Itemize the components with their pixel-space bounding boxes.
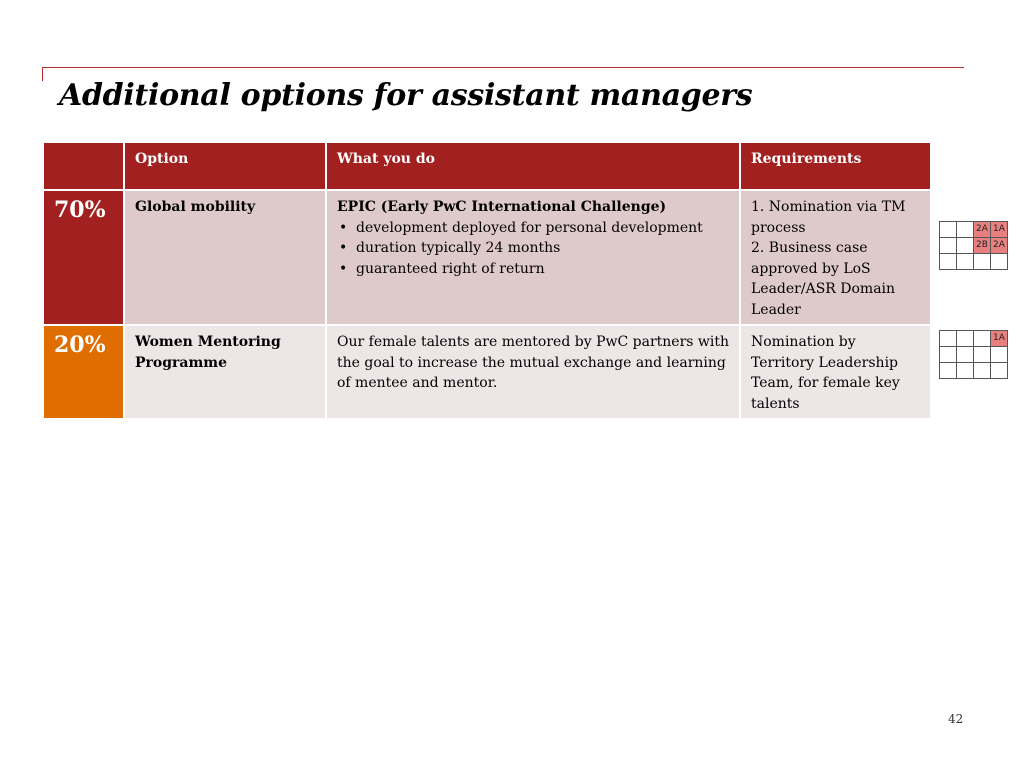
what-you-do-cell xyxy=(327,191,739,324)
requirement-line: 2. Business case approved by LoS Leader/ASR Domain Leader xyxy=(751,240,896,318)
grid-row xyxy=(940,331,1008,347)
bullet-list xyxy=(337,218,729,280)
grid-cell xyxy=(957,331,974,347)
grade-grid xyxy=(939,221,1008,270)
grid-cell xyxy=(957,347,974,363)
header-requirements: Requirements xyxy=(741,143,930,189)
grid-cell-highlight: 2A xyxy=(991,238,1008,254)
grid-cell xyxy=(957,222,974,238)
grid-cell-highlight: 2A xyxy=(974,222,991,238)
grid-cell xyxy=(974,363,991,379)
grid-row xyxy=(940,222,1008,238)
percent-badge: 20% xyxy=(44,326,123,418)
title-rule-tick xyxy=(42,67,43,81)
requirements-cell: Nomination by Territory Leadership Team, for female key talents xyxy=(741,326,930,418)
grade-grid xyxy=(939,330,1008,379)
bullet-item: • guaranteed right of return xyxy=(337,259,729,280)
header-what-you-do: What you do xyxy=(327,143,739,189)
option-cell xyxy=(125,326,325,418)
header-percent xyxy=(44,143,123,189)
grid-cell xyxy=(957,363,974,379)
grid-cell-highlight: 1A xyxy=(991,222,1008,238)
requirements-cell xyxy=(741,191,930,324)
page-number: 42 xyxy=(948,712,964,726)
grid-cell xyxy=(940,238,957,254)
requirement-line: 1. Nomination via TM process xyxy=(751,199,906,236)
grid-row xyxy=(940,238,1008,254)
grid-cell xyxy=(991,254,1008,270)
what-heading: EPIC (Early PwC International Challenge) xyxy=(337,199,667,215)
slide-title: Additional options for assistant managers xyxy=(59,78,753,113)
grid-row xyxy=(940,254,1008,270)
bullet-item: • duration typically 24 months xyxy=(337,238,729,259)
grid-cell xyxy=(940,363,957,379)
option-name: Global mobility xyxy=(135,199,256,215)
grid-cell xyxy=(940,254,957,270)
option-name: Women Mentoring Programme xyxy=(135,334,281,371)
grid-cell xyxy=(940,347,957,363)
grid-cell xyxy=(991,347,1008,363)
grid-cell xyxy=(940,331,957,347)
grid-cell xyxy=(991,363,1008,379)
percent-badge: 70% xyxy=(44,191,123,324)
grid-cell-highlight: 1A xyxy=(991,331,1008,347)
bullet-item: • development deployed for personal development xyxy=(337,218,729,239)
grid-row xyxy=(940,363,1008,379)
what-you-do-cell: Our female talents are mentored by PwC partners with the goal to increase the mutual exchange and learning of mentee and mentor. xyxy=(327,326,739,418)
grid-cell xyxy=(974,331,991,347)
grid-cell xyxy=(974,254,991,270)
grid-cell xyxy=(957,254,974,270)
options-table xyxy=(42,141,932,420)
grid-cell xyxy=(940,222,957,238)
option-cell xyxy=(125,191,325,324)
header-option: Option xyxy=(125,143,325,189)
table-row xyxy=(44,326,930,418)
grid-cell-highlight: 2B xyxy=(974,238,991,254)
title-rule xyxy=(42,67,964,68)
grid-cell xyxy=(974,347,991,363)
table-row xyxy=(44,191,930,324)
table-header-row xyxy=(44,143,930,189)
grid-cell xyxy=(957,238,974,254)
grid-row xyxy=(940,347,1008,363)
